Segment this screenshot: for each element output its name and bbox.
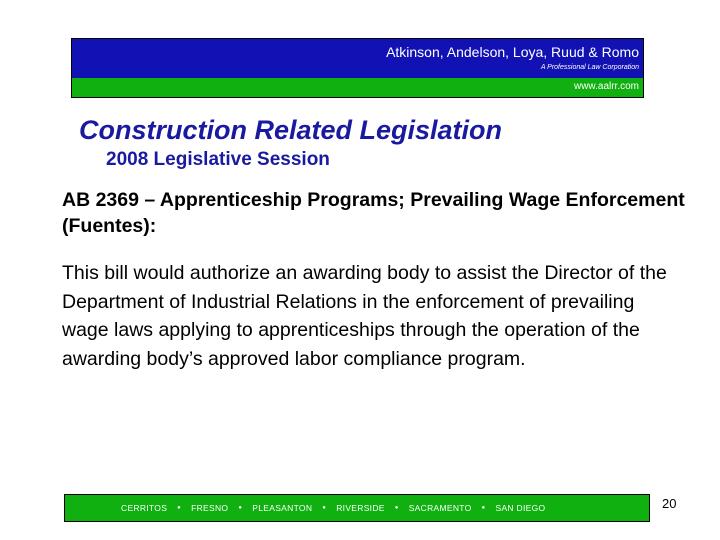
bill-heading: AB 2369 – Apprenticeship Programs; Prevailing Wage Enforcement (Fuentes): [62,189,685,237]
bullet-separator: ● [322,505,327,511]
office-fresno: FRESNO [191,503,229,513]
bullet-separator: ● [177,505,182,511]
office-footer [64,494,650,522]
firm-header [71,38,644,98]
bill-description: This bill would authorize an awarding body to assist the Director of the Department of Industrial Relations in the enforcement of prevailing wage laws applying to apprenticeships through the operation of the awarding body’s approved labor compliance program. [62,262,667,370]
office-pleasanton: PLEASANTON [252,503,313,513]
firm-header-blue-band [72,39,643,78]
office-san-diego: SAN DIEGO [495,503,546,513]
office-list [121,503,545,513]
page-number: 20 [662,496,677,511]
slide-subtitle: 2008 Legislative Session [106,149,330,170]
firm-header-green-band [72,78,643,97]
firm-subtitle: A Professional Law Corporation [540,64,639,71]
slide-title: Construction Related Legislation [79,115,503,145]
office-cerritos: CERRITOS [121,503,168,513]
firm-website: www.aalrr.com [573,81,639,92]
bullet-separator: ● [481,505,486,511]
bullet-separator: ● [394,505,399,511]
firm-name: Atkinson, Andelson, Loya, Ruud & Romo [386,44,639,60]
office-riverside: RIVERSIDE [336,503,385,513]
office-sacramento: SACRAMENTO [408,503,472,513]
bullet-separator: ● [238,505,243,511]
